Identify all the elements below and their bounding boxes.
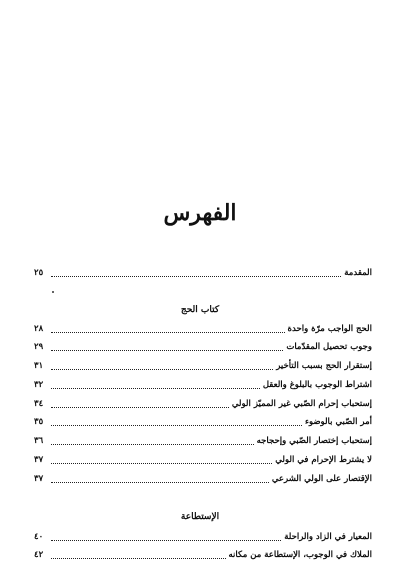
dot-leader xyxy=(51,443,254,445)
dot-leader xyxy=(51,557,226,559)
toc-entry-page: ٣١ xyxy=(34,361,44,371)
toc-entry-title: الملاك في الوجوب، الإستطاعة من مكانه xyxy=(228,550,372,560)
dot-leader xyxy=(51,406,229,408)
toc-entry xyxy=(34,397,372,410)
dot-leader xyxy=(51,462,272,464)
toc-entry-page: ٣٧ xyxy=(34,474,44,484)
toc-entry-title: إستحباب إختصار الصّبي وإحجاجه xyxy=(256,436,372,446)
toc-entry-page: ٣٤ xyxy=(34,399,44,409)
toc-entry xyxy=(34,340,372,353)
toc-entry xyxy=(34,359,372,372)
dot-leader xyxy=(51,481,269,483)
toc-entry-title: المعيار في الزاد والراحلة xyxy=(284,532,372,542)
dot-leader xyxy=(51,349,283,351)
dot-leader xyxy=(51,539,281,541)
toc-entry-title: لا يشترط الإحرام في الولي xyxy=(275,455,372,465)
page-title: الفهرس xyxy=(163,200,237,226)
toc-entry-page: ٣٧ xyxy=(34,455,44,465)
dot-leader xyxy=(51,387,260,389)
ink-speck xyxy=(52,291,54,293)
toc-entry-introduction xyxy=(34,266,372,279)
dot-leader xyxy=(51,368,273,370)
section-heading-istitaa: الإستطاعة xyxy=(180,512,220,522)
dot-leader xyxy=(51,275,341,277)
dot-leader xyxy=(51,424,302,426)
toc-entry-page: ٢٩ xyxy=(34,342,44,352)
toc-entry-page: ٣٢ xyxy=(34,380,44,390)
toc-entry-title: اشتراط الوجوب بالبلوغ والعقل xyxy=(262,380,372,390)
toc-entry-page: ٣٦ xyxy=(34,436,44,446)
toc-entry-title: الإقتصار على الولي الشرعي xyxy=(271,474,372,484)
toc-entry xyxy=(34,472,372,485)
toc-entry-title: إستحباب إحرام الصّبي غير المميّز الولي xyxy=(231,399,372,409)
toc-entry-title: الحج الواجب مرّة واحدة xyxy=(287,324,372,334)
toc-entry xyxy=(34,378,372,391)
toc-entry xyxy=(34,415,372,428)
toc-entry xyxy=(34,453,372,466)
toc-entry-page: ٤٠ xyxy=(34,532,44,542)
toc-entry-title: المقدمة xyxy=(344,268,372,278)
toc-entry-title: وجوب تحصيل المقدّمات xyxy=(286,342,372,352)
toc-entry-page: ٣٥ xyxy=(34,417,44,427)
dot-leader xyxy=(51,331,285,333)
toc-entry xyxy=(34,434,372,447)
toc-entry xyxy=(34,322,372,335)
toc-entry xyxy=(34,548,372,561)
toc-entry-page: ٢٥ xyxy=(34,268,44,278)
toc-entry-page: ٢٨ xyxy=(34,324,44,334)
toc-entry-title: إستقرار الحج بسبب التأخير xyxy=(276,361,372,371)
toc-entry-title: أمر الصّبي بالوضوء xyxy=(304,417,372,427)
toc-entry xyxy=(34,530,372,543)
section-heading-hajj: كتاب الحج xyxy=(180,305,220,315)
toc-entry-page: ٤٢ xyxy=(34,550,44,560)
